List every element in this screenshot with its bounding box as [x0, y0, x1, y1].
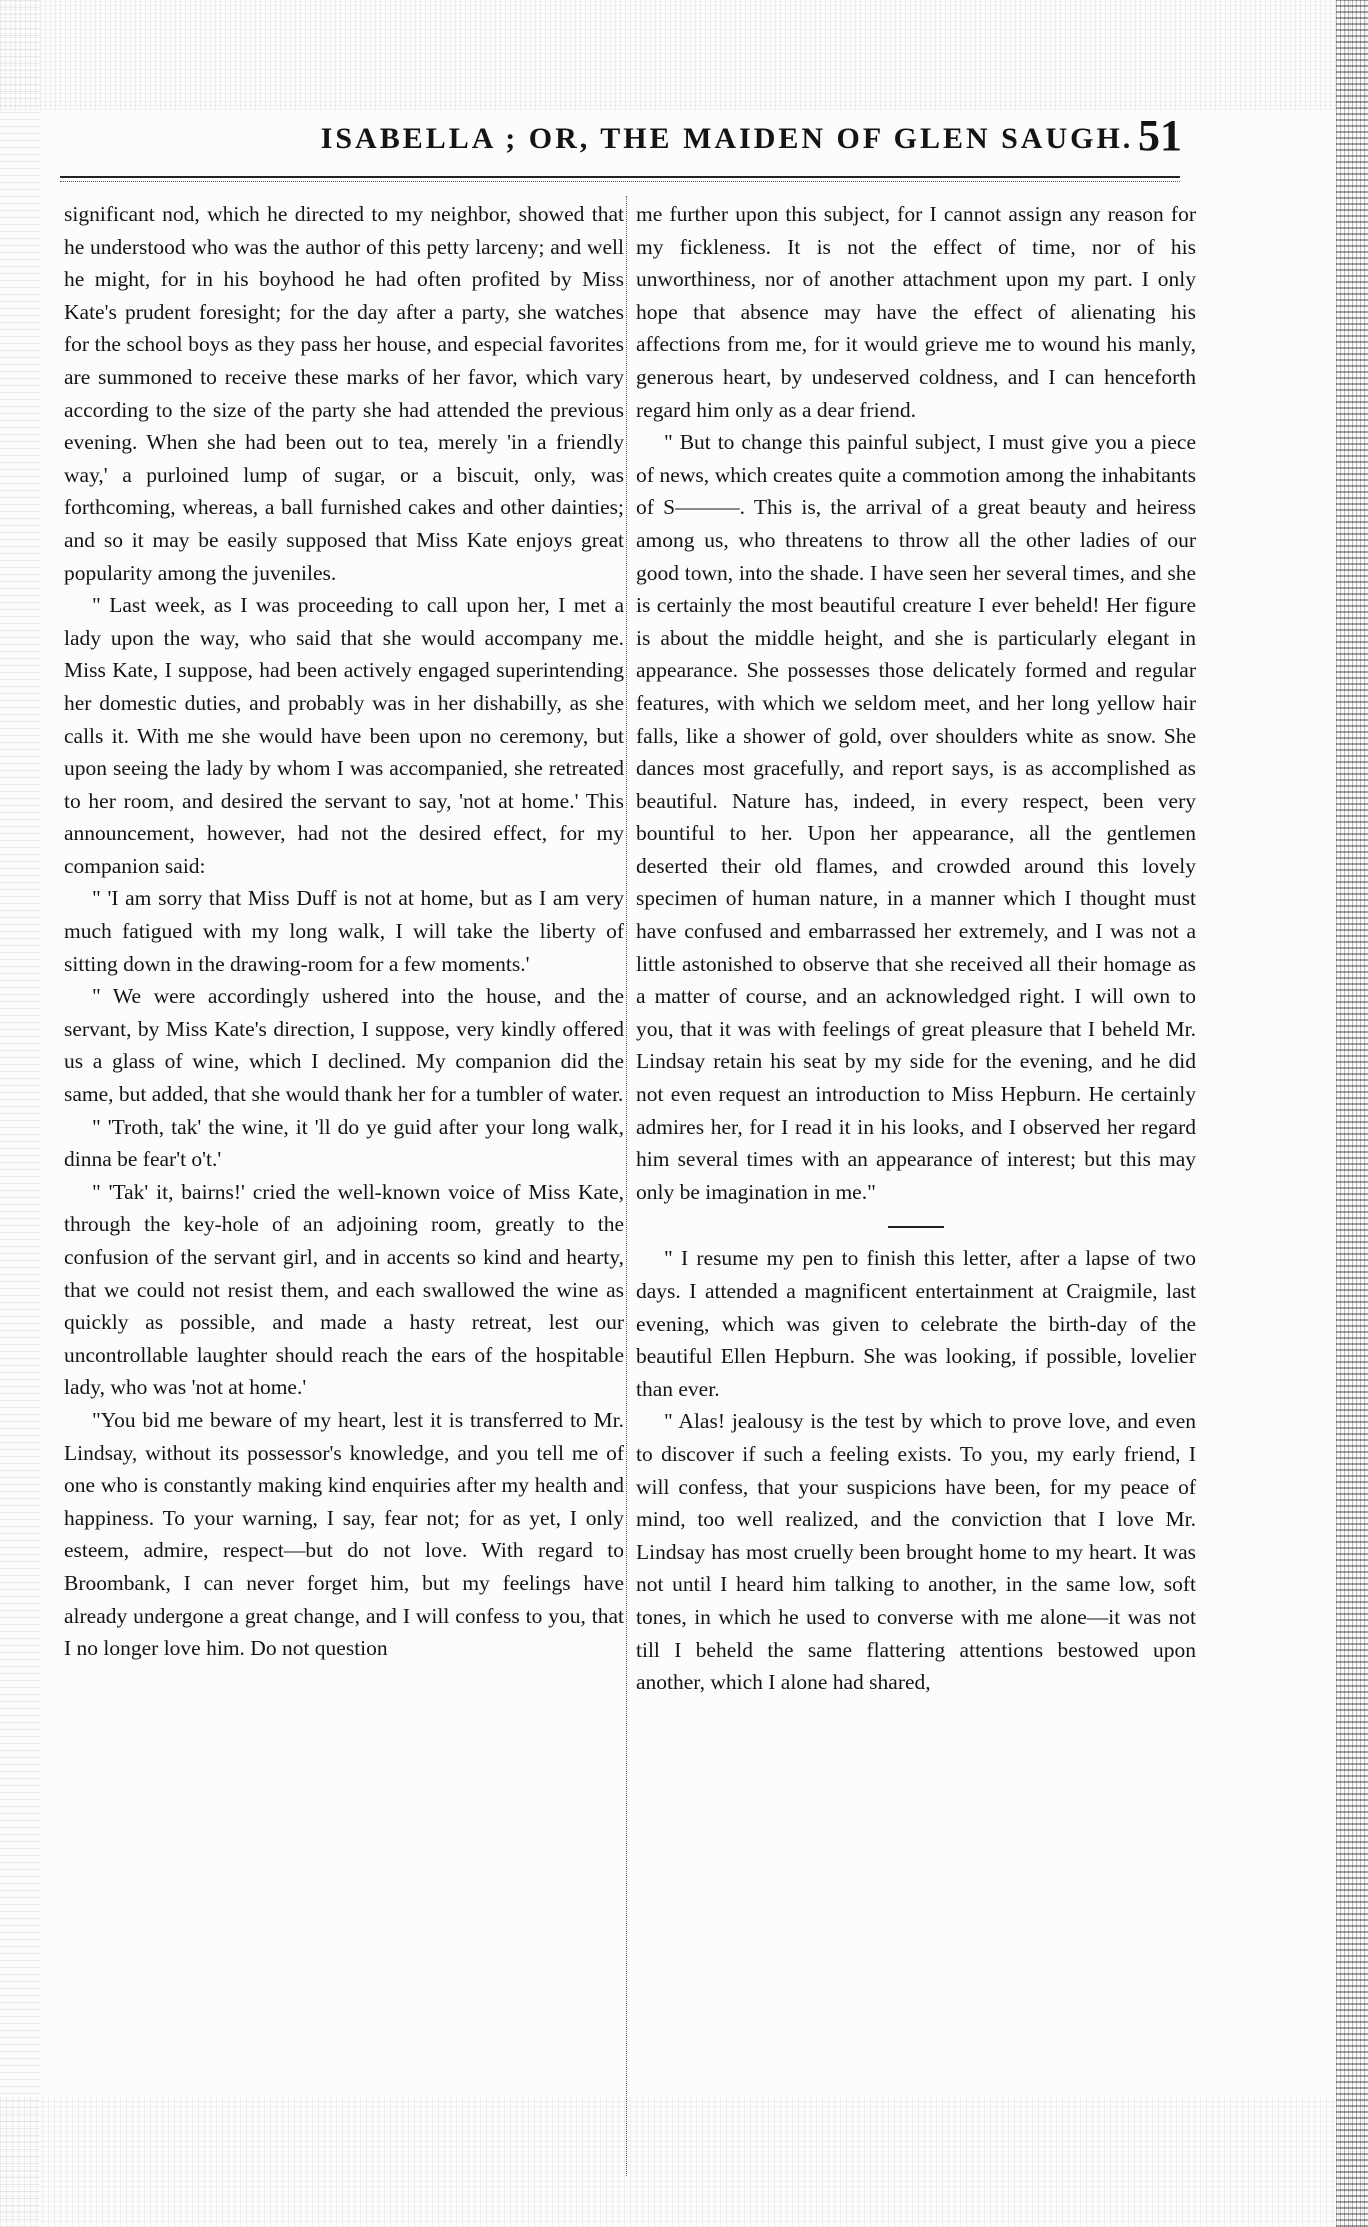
running-title: ISABELLA ; OR, THE MAIDEN OF GLEN SAUGH. — [320, 122, 1134, 155]
column-divider — [626, 196, 627, 2176]
paragraph: "You bid me beware of my heart, lest it is transferred to Mr. Lindsay, without its possessor's knowledge, and you tell me of one who is constantly making kind enquiries after my health and happiness. To your warning, I say, fear not; for as yet, I only esteem, admire, respect—but do not love. With regard to Broombank, I can never forget him, but my feelings have already undergone a great change, and I will confess to you, that I no longer love him. Do not question — [64, 1407, 624, 1661]
paragraph: " 'Tak' it, bairns!' cried the well-known voice of Miss Kate, through the key-hole of an adjoining room, greatly to the confusion of the servant girl, and in accents so kind and hearty, that we could not resist them, and each swallowed the wine as quickly as possible, and made a hasty retreat, lest our uncontrollable laughter should reach the ears of the hospitable lady, who was 'not at home.' — [64, 1179, 624, 1400]
paragraph: " But to change this painful subject, I must give you a piece of news, which creates quite a commotion among the inhabitants of S———. This is, the arrival of a great beauty and heiress among us, who threatens to throw all the other ladies of our good town, into the shade. I have seen her several times, and she is certainly the most beautiful creature I ever beheld! Her figure is about the middle height, and she is particularly elegant in appearance. She possesses those delicately formed and regular features, with which we seldom meet, and her long yellow hair falls, like a shower of gold, over shoulders white as snow. She dances most gracefully, and report says, is as accomplished as beautiful. Nature has, indeed, in every respect, been very bountiful to her. Upon her appearance, all the gentlemen deserted their old flames, and crowded around this lovely specimen of human nature, in a manner which I thought must have confused and embarrassed her extremely, and I was not a little astonished to observe that she received all their homage as a matter of course, and an acknowledged right. I will own to you, that it was with feelings of great pleasure that I beheld Mr. Lindsay retain his seat by my side for the evening, and he did not even request an introduction to Miss Hepburn. He certainly admires her, for I read it in his looks, and I observed her regard him several times with an appearance of interest; but this may only be imagination in me." — [636, 430, 1196, 1204]
page-number: 51 — [1138, 111, 1182, 160]
header-rule — [60, 176, 1180, 178]
paragraph: " I resume my pen to finish this letter, after a lapse of two days. I attended a magnificent entertainment at Craigmile, last evening, which was given to celebrate the birth-day of the beautiful Ellen Hepburn. She was looking, if possible, lovelier than ever. — [636, 1246, 1196, 1401]
paragraph: significant nod, which he directed to my neighbor, showed that he understood who was the author of this petty larceny; and well he might, for in his boyhood he had often profited by Miss Kate's prudent foresight; for the day after a party, she watches for the school boys as they pass her house, and especial favorites are summoned to receive these marks of her favor, which vary according to the size of the party she had attended the previous evening. When she had been out to tea, merely 'in a friendly way,' a purloined lump of sugar, or a biscuit, only, was forthcoming, whereas, a ball furnished cakes and other dainties; and so it may be easily supposed that Miss Kate enjoys great popularity among the juveniles. — [64, 202, 624, 585]
paragraph: " We were accordingly ushered into the house, and the servant, by Miss Kate's direction, I suppose, very kindly offered us a glass of wine, which I declined. My companion did the same, but added, that she would thank her for a tumbler of water. — [64, 984, 624, 1107]
paragraph: " 'Troth, tak' the wine, it 'll do ye guid after your long walk, dinna be fear't o't.' — [64, 1114, 624, 1172]
paragraph: " Alas! jealousy is the test by which to prove love, and even to discover if such a feeling exists. To you, my early friend, I will confess, that your suspicions have been, for my peace of mind, too well realized, and the conviction that I love Mr. Lindsay has most cruelly been brought home to my heart. It was not until I heard him talking to another, in the same low, soft tones, in which he used to converse with me alone—it was not till I beheld the same flattering attentions bestowed upon another, which I alone had shared, — [636, 1409, 1196, 1695]
paragraph: " Last week, as I was proceeding to call upon her, I met a lady upon the way, who said that she would accompany me. Miss Kate, I suppose, had been actively engaged superintending her domestic duties, and probably was in her dishabilly, as she calls it. With me she would have been upon no ceremony, but upon seeing the lady by whom I was accompanied, she retreated to her room, and desired the servant to say, 'not at home.' This announcement, however, had not the desired effect, for my companion said: — [64, 593, 624, 878]
scan-noise-top — [0, 0, 1368, 110]
left-column — [64, 198, 624, 2178]
section-separator — [888, 1226, 944, 1228]
paragraph: me further upon this subject, for I cannot assign any reason for my fickleness. It is not the effect of time, nor of his unworthiness, nor of another attachment upon my part. I only hope that absence may have the effect of alienating his affections from me, for it would grieve me to wound his manly, generous heart, by undeserved coldness, and I can henceforth regard him only as a dear friend. — [636, 202, 1196, 422]
paragraph: " 'I am sorry that Miss Duff is not at home, but as I am very much fatigued with my long walk, I will take the liberty of sitting down in the drawing-room for a few moments.' — [64, 886, 624, 976]
scan-noise-left — [0, 0, 40, 2227]
header-rule-dotted — [60, 181, 1180, 182]
scan-binding-edge — [1336, 0, 1368, 2227]
right-column — [636, 198, 1196, 2178]
